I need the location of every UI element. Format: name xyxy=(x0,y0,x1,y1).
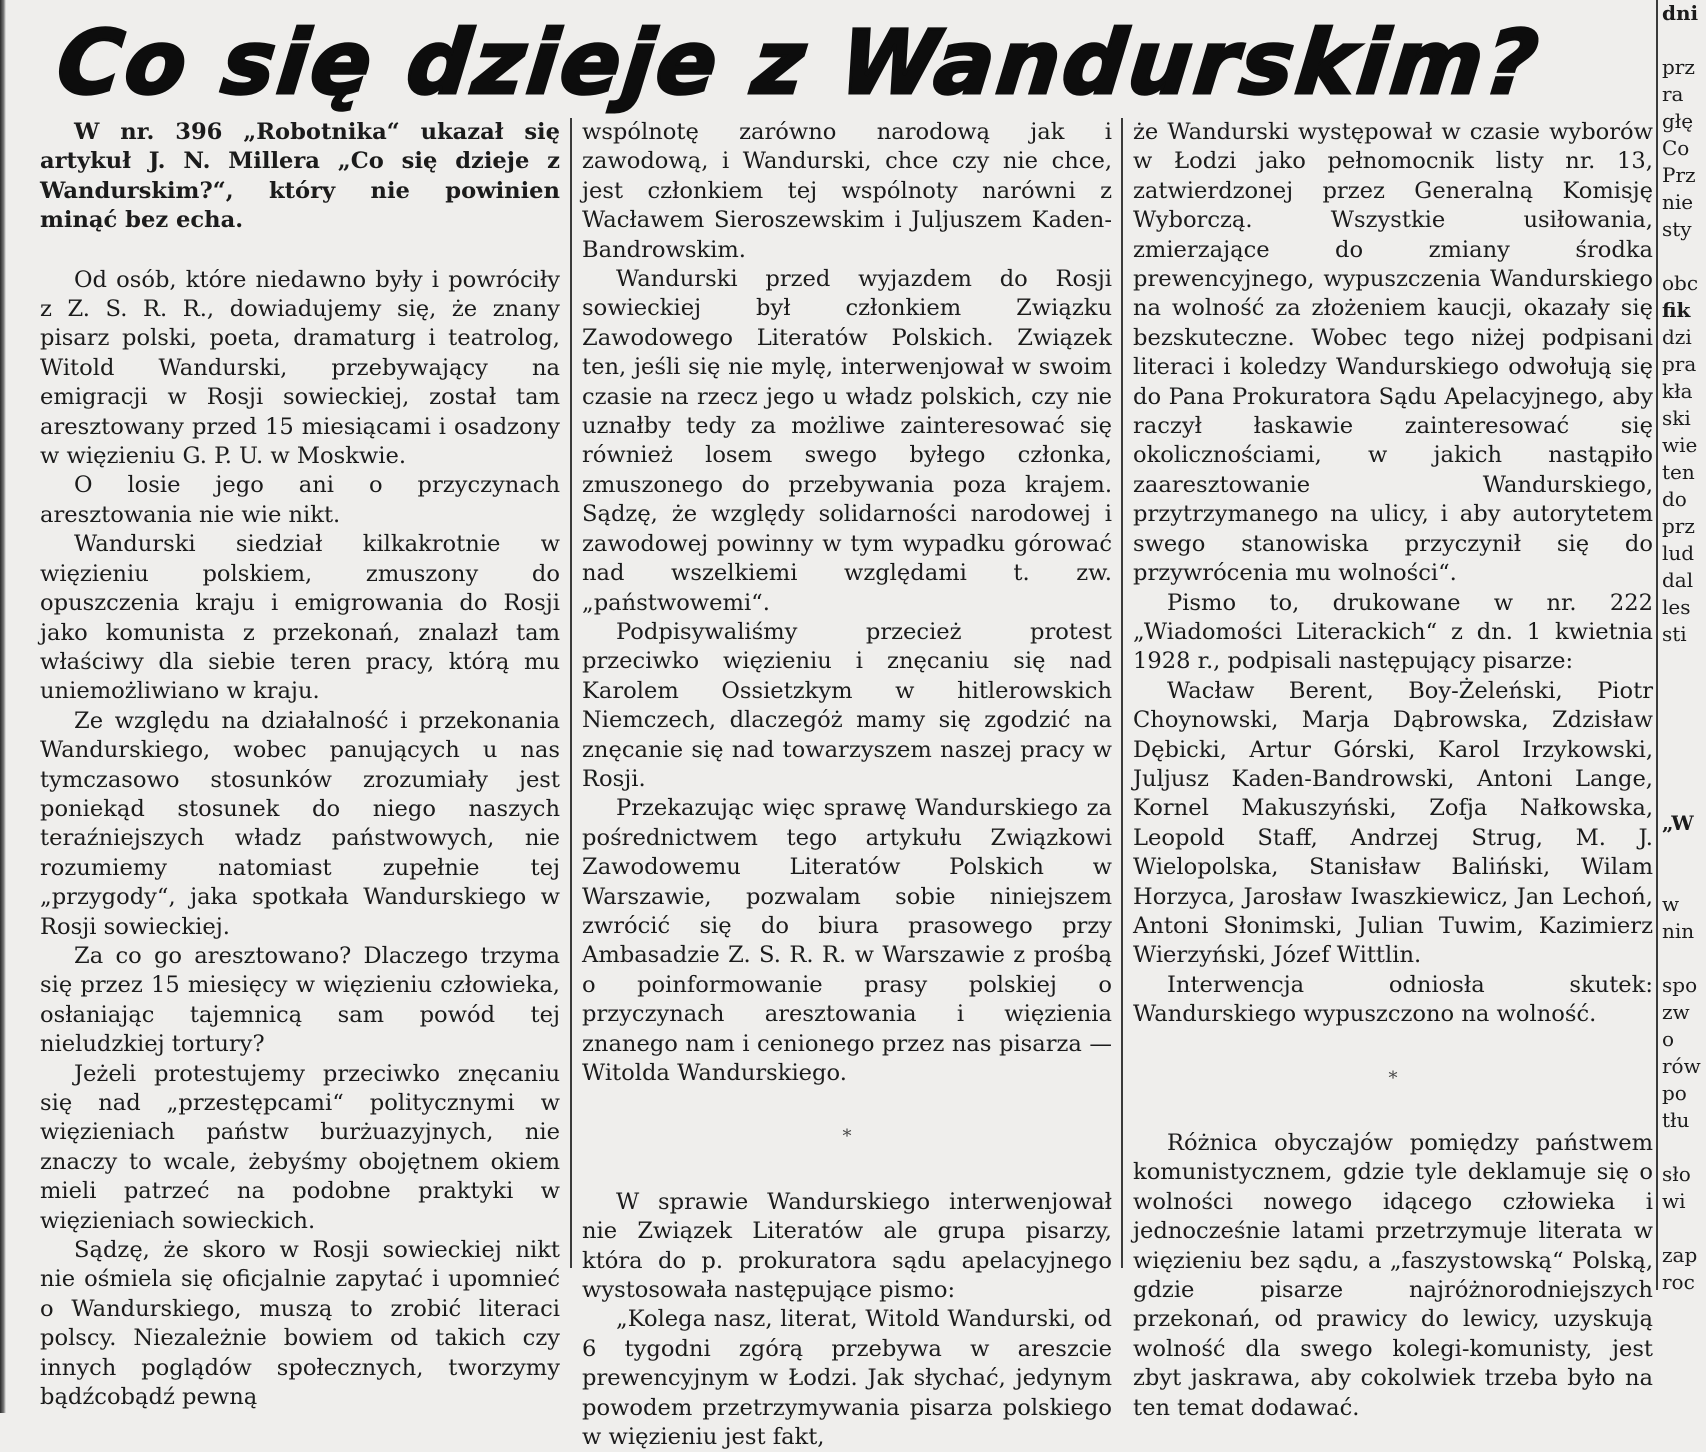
paragraph: Pismo to, drukowane w nr. 222 „Wiadomości Literackich“ z dn. 1 kwietnia 1928 r., podpisali następujący pisarze: xyxy=(1133,589,1653,675)
cropped-line-fragment: spo xyxy=(1662,973,1698,997)
quoted-letter-continued: że Wandurski występował w czasie wyborów w Łodzi jako pełnomocnik listy nr. 13, zatwierdzonej przez Generalną Komisję Wyborczą. Wszystkie usiłowania, zmierzające do zmiany środka prewencyjnego, wypuszczenia Wandurskiego na wolność za złożeniem kaucji, okazały się bezskuteczne. Wobec tego niżej podpisani literaci i koledzy Wandurskiego odwołują się do Pana Prokuratora Sądu Apelacyjnego, aby raczył łaskawie zainteresować się okolicznościami, w jakich nastąpiło zaaresztowanie Wandurskiego, przytrzymanego na ulicy, i aby autorytetem swego stanowiska przyczynił się do przywrócenia mu wolności“. xyxy=(1133,119,1653,587)
cropped-line-fragment: wie xyxy=(1662,433,1698,457)
cropped-line-fragment: wi xyxy=(1662,1189,1686,1213)
cropped-line-fragment: pra xyxy=(1662,352,1697,376)
cropped-line-fragment: sti xyxy=(1662,622,1687,646)
quoted-letter: „Kolega nasz, literat, Witold Wandurski, od 6 tygodni zgórą przebywa w areszcie prewencyjnym w Łodzi. Jak słychać, jedynym powodem przetrzymywania pisarza polskiego w więzieniu jest fakt, xyxy=(582,1306,1112,1451)
cropped-line-fragment: zap xyxy=(1662,1243,1698,1267)
cropped-line-fragment: sty xyxy=(1662,217,1692,241)
paragraph: Sądzę, że skoro w Rosji sowieckiej nikt nie ośmiela się oficjalnie zapytać i upomnieć o Wandurskiego, muszą to zrobić literaci polscy. Niezależnie bowiem od takich czy innych poglądów społecznych, tworzymy bądźcobądź pewną xyxy=(40,1237,560,1411)
cropped-line-fragment xyxy=(1662,864,1706,891)
section-separator: * xyxy=(1388,1067,1398,1089)
cropped-line-fragment: ra xyxy=(1662,82,1684,106)
cropped-line-fragment xyxy=(1662,648,1706,675)
cropped-line-fragment xyxy=(1662,27,1706,54)
cropped-line-fragment: dal xyxy=(1662,568,1694,592)
cropped-line-fragment: tłu xyxy=(1662,1108,1690,1132)
cropped-line-fragment: Prz xyxy=(1662,163,1696,187)
headline: Co się dzieje z Wandurskim? xyxy=(52,11,1546,114)
cropped-line-fragment: po xyxy=(1662,1081,1687,1105)
paragraph: O losie jego ani o przyczynach aresztowania nie wie nikt. xyxy=(40,472,560,528)
cropped-line-fragment: w xyxy=(1662,892,1680,916)
column-rule xyxy=(1656,0,1658,1290)
cropped-line-fragment xyxy=(1662,675,1706,702)
article-column-2 xyxy=(582,118,1112,1451)
cropped-line-fragment: o xyxy=(1662,1027,1675,1051)
column-rule xyxy=(1121,118,1123,1268)
paragraph: Od osób, które niedawno były i powróciły z Z. S. R. R., dowiadujemy się, że znany pisarz polski, poeta, dramaturg i teatrolog, Witold Wandurski, przebywający na emigracji w Rosji sowieckiej, został tam aresztowany przed 15 miesiącami i osadzony w więzieniu G. P. U. w Moskwie. xyxy=(40,266,560,470)
cropped-line-fragment xyxy=(1662,945,1706,972)
paragraph: Podpisywaliśmy przecież protest przeciwko więzieniu i znęcaniu się nad Karolem Ossietzkym w hitlerowskich Niemczech, dlaczegóż mamy się zgodzić na znęcanie się nad towarzyszem naszej pracy w Rosji. xyxy=(582,618,1112,792)
cropped-line-fragment: prz xyxy=(1662,514,1695,538)
cropped-line-fragment xyxy=(1662,837,1706,864)
cropped-line-fragment: rów xyxy=(1662,1054,1701,1078)
article-column-3 xyxy=(1133,118,1653,1421)
paragraph: wspólnotę zarówno narodową jak i zawodową, i Wandurski, chce czy nie chce, jest członkiem tej wspólnoty narówni z Wacławem Sieroszewskim i Juljuszem Kaden-Bandrowskim. xyxy=(582,119,1112,263)
paragraph: Ze względu na działalność i przekonania Wandurskiego, wobec panujących u nas tymczasowo stosunków zrozumiały jest poniekąd stosunek do niego naszych teraźniejszych władz państwowych, nie rozumiemy natomiast zupełnie tej „przygody“, jaka spotkała Wandurskiego w Rosji sowieckiej. xyxy=(40,707,560,940)
cropped-line-fragment: prz xyxy=(1662,55,1695,79)
paragraph: Przekazując więc sprawę Wandurskiego za pośrednictwem tego artykułu Związkowi Zawodowemu Literatów Polskich w Warszawie, pozwalam sobie niniejszem zwrócić się do biura prasowego przy Ambasadzie Z. S. R. R. w Warszawie z prośbą o poinformowanie prasy polskiej o przyczynach aresztowania i więzienia znanego nam i cenionego przez nas pisarza — Witolda Wandurskiego. xyxy=(582,795,1112,1086)
article-lead: W nr. 396 „Robotnika“ ukazał się artykuł J. N. Millera „Co się dzieje z Wandurskim?“, który nie powinien minąć bez echa. xyxy=(40,119,560,234)
paragraph: W sprawie Wandurskiego interwenjował nie Związek Literatów ale grupa pisarzy, która do p. prokuratora sądu apelacyjnego wystosowała następujące pismo: xyxy=(582,1188,1112,1304)
cropped-line-fragment: fik xyxy=(1662,298,1691,322)
signatories-list: Wacław Berent, Boy-Żeleński, Piotr Choynowski, Marja Dąbrowska, Zdzisław Dębicki, Artur Górski, Karol Irzykowski, Juljusz Kaden-Bandrowski, Antoni Lange, Kornel Makuszyński, Zofja Nałkowska, Leopold Staff, Andrzej Strug, M. J. Wielopolska, Stanisław Baliński, Wilam Horzyca, Jarosław Iwaszkiewicz, Jan Lechoń, Antoni Słonimski, Julian Tuwim, Kazimierz Wierzyński, Józef Wittlin. xyxy=(1133,677,1653,969)
cropped-line-fragment xyxy=(1662,1215,1706,1242)
cropped-line-fragment: ski xyxy=(1662,406,1691,430)
paragraph: Interwencja odniosła skutek: Wandurskiego wypuszczono na wolność. xyxy=(1133,971,1653,1028)
cropped-line-fragment: zw xyxy=(1662,1000,1690,1024)
cropped-line-fragment: nie xyxy=(1662,190,1694,214)
column-rule xyxy=(570,118,572,1268)
section-separator: * xyxy=(842,1126,852,1148)
cropped-line-fragment xyxy=(1662,729,1706,756)
cropped-line-fragment xyxy=(1662,756,1706,783)
cropped-line-fragment: „W xyxy=(1662,811,1694,835)
cropped-line-fragment xyxy=(1662,702,1706,729)
cropped-line-fragment: lud xyxy=(1662,541,1695,565)
cropped-line-fragment: dni xyxy=(1662,1,1699,25)
cropped-next-column xyxy=(1662,0,1706,1294)
cropped-line-fragment: les xyxy=(1662,595,1691,619)
cropped-line-fragment: obc xyxy=(1662,271,1699,295)
cropped-line-fragment xyxy=(1662,243,1706,270)
article-column-1 xyxy=(40,118,560,1411)
paragraph: Za co go aresztowano? Dlaczego trzyma się przez 15 miesięcy w więzieniu człowieka, osłaniając tajemnicą sam powód tej nieludzkiej tortury? xyxy=(40,942,560,1058)
paragraph: Jeżeli protestujemy przeciwko znęcaniu się nad „przestępcami“ politycznymi w więzieniach państw burżuazyjnych, nie znaczy to wcale, żebyśmy obojętnem okiem mieli patrzeć na podobne praktyki w więzieniach sowieckich. xyxy=(40,1060,560,1234)
cropped-line-fragment xyxy=(1662,783,1706,810)
cropped-line-fragment: Co xyxy=(1662,136,1690,160)
paragraph: Wandurski przed wyjazdem do Rosji sowieckiej był członkiem Związku Zawodowego Literatów Polskich. Związek ten, jeśli się nie mylę, interwenjował w swoim czasie na rzecz jego u władz polskich, czy nie uznałby tedy za możliwe zainteresować się również losem swego byłego członka, zmuszonego do przebywania poza krajem. Sądzę, że względy solidarności narodowej i zawodowej powinny w tym wypadku górować nad wszelkiemi względami t. zw. „państwowemi“. xyxy=(582,266,1112,616)
cropped-line-fragment: ten xyxy=(1662,460,1695,484)
cropped-line-fragment: głę xyxy=(1662,109,1694,133)
cropped-line-fragment: sło xyxy=(1662,1162,1691,1186)
page-binding-edge xyxy=(0,0,6,1413)
paragraph: Wandurski siedział kilkakrotnie w więzieniu polskiem, zmuszony do opuszczenia kraju i emigrowania do Rosji jako komunista z przekonań, znalazł tam właściwy dla siebie teren pracy, którą mu uniemożliwiano w kraju. xyxy=(40,531,560,705)
cropped-line-fragment: kła xyxy=(1662,379,1693,403)
cropped-line-fragment: nin xyxy=(1662,919,1695,943)
cropped-line-fragment: do xyxy=(1662,487,1687,511)
paragraph: Różnica obyczajów pomiędzy państwem komunistycznem, gdzie tyle deklamuje się o wolności nowego idącego człowieka i jednocześnie latami przetrzymuje literata w więzieniu bez sądu, a „faszystowską“ Polską, gdzie pisarze najróżnorodniejszych przekonań, od prawicy do lewicy, uzyskują wolność dla swego kolegi-komunisty, jest zbyt jaskrawa, aby cokolwiek trzeba było na ten temat dodawać. xyxy=(1133,1130,1653,1421)
cropped-line-fragment: roc xyxy=(1662,1270,1695,1294)
cropped-line-fragment xyxy=(1662,1134,1706,1161)
cropped-line-fragment: dzi xyxy=(1662,325,1692,349)
